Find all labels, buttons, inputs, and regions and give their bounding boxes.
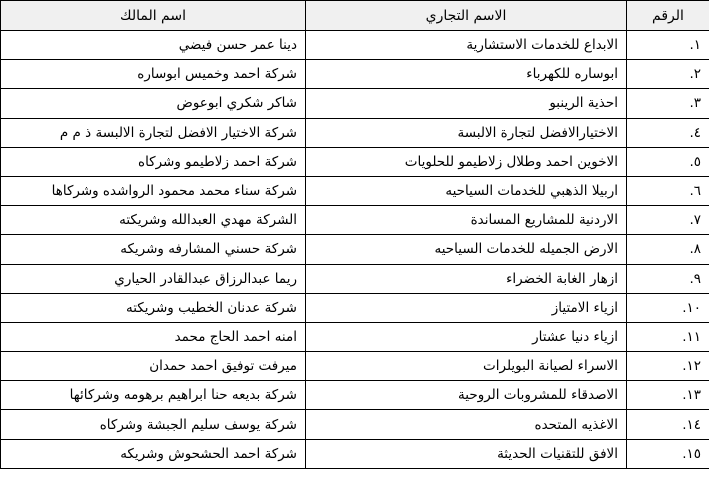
table-row [1, 206, 709, 235]
owner-cell: دينا عمر حسن فيضي [1, 31, 306, 60]
owner-cell: شركة سناء محمد محمود الرواشده وشركاها [1, 176, 306, 205]
owner-cell: شركة احمد الحشحوش وشريكه [1, 439, 306, 468]
trade-name-cell: ازهار الغابة الخضراء [306, 264, 627, 293]
row-number: ٦. [627, 176, 709, 205]
owner-cell: شركة احمد زلاطيمو وشركاه [1, 147, 306, 176]
trade-name-cell: اربيلا الذهبي للخدمات السياحيه [306, 176, 627, 205]
table-row [1, 352, 709, 381]
header-owner-name: اسم المالك [1, 1, 306, 31]
owner-cell: شركة بديعه حنا ابراهيم برهومه وشركائها [1, 381, 306, 410]
trade-name-cell: الافق للتقنيات الحديثة [306, 439, 627, 468]
table-row [1, 176, 709, 205]
trade-name-cell: احذية الرينبو [306, 89, 627, 118]
trade-name-cell: الاصدقاء للمشروبات الروحية [306, 381, 627, 410]
owner-cell: ميرفت توفيق احمد حمدان [1, 352, 306, 381]
row-number: ١٢. [627, 352, 709, 381]
trade-name-cell: ازياء الامتياز [306, 293, 627, 322]
row-number: ٤. [627, 118, 709, 147]
trade-name-cell: ابوساره للكهرباء [306, 60, 627, 89]
table-body [1, 31, 709, 469]
row-number: ٥. [627, 147, 709, 176]
trade-name-cell: الارض الجميله للخدمات السياحيه [306, 235, 627, 264]
table-header [1, 1, 709, 31]
trade-name-cell: الاغذيه المتحده [306, 410, 627, 439]
table-row [1, 439, 709, 468]
owner-cell: شركة احمد وخميس ابوساره [1, 60, 306, 89]
table-row [1, 60, 709, 89]
owner-cell: شركة الاختيار الافضل لتجارة الالبسة ذ م م [1, 118, 306, 147]
row-number: ٨. [627, 235, 709, 264]
header-number: الرقم [627, 1, 709, 31]
row-number: ١١. [627, 322, 709, 351]
owner-cell: شركة عدنان الخطيب وشريكته [1, 293, 306, 322]
owner-cell: امنه احمد الحاج محمد [1, 322, 306, 351]
owner-cell: ريما عبدالرزاق عبدالقادر الحياري [1, 264, 306, 293]
table-row [1, 118, 709, 147]
owner-cell: شاكر شكري ابوعوض [1, 89, 306, 118]
table-row [1, 89, 709, 118]
trade-name-cell: الاختيارالافضل لتجارة الالبسة [306, 118, 627, 147]
row-number: ٩. [627, 264, 709, 293]
table-row [1, 147, 709, 176]
trade-name-cell: ازياء دنيا عشتار [306, 322, 627, 351]
header-trade-name: الاسم التجاري [306, 1, 627, 31]
row-number: ١٤. [627, 410, 709, 439]
table-row [1, 31, 709, 60]
row-number: ٣. [627, 89, 709, 118]
trade-name-cell: الاردنية للمشاريع المساندة [306, 206, 627, 235]
table-row [1, 381, 709, 410]
row-number: ١. [627, 31, 709, 60]
row-number: ١٠. [627, 293, 709, 322]
table-row [1, 264, 709, 293]
owner-cell: شركة حسني المشارفه وشريكه [1, 235, 306, 264]
row-number: ٧. [627, 206, 709, 235]
trade-name-cell: الاخوين احمد وطلال زلاطيمو للحلويات [306, 147, 627, 176]
row-number: ٢. [627, 60, 709, 89]
table-row [1, 410, 709, 439]
table-row [1, 235, 709, 264]
table-row [1, 322, 709, 351]
trade-name-cell: الاسراء لصيانة البويلرات [306, 352, 627, 381]
owner-cell: الشركة مهدي العبدالله وشريكته [1, 206, 306, 235]
owner-cell: شركة يوسف سليم الجبشة وشركاه [1, 410, 306, 439]
header-row [1, 1, 709, 31]
trade-name-cell: الابداع للخدمات الاستشارية [306, 31, 627, 60]
table-row [1, 293, 709, 322]
row-number: ١٣. [627, 381, 709, 410]
row-number: ١٥. [627, 439, 709, 468]
